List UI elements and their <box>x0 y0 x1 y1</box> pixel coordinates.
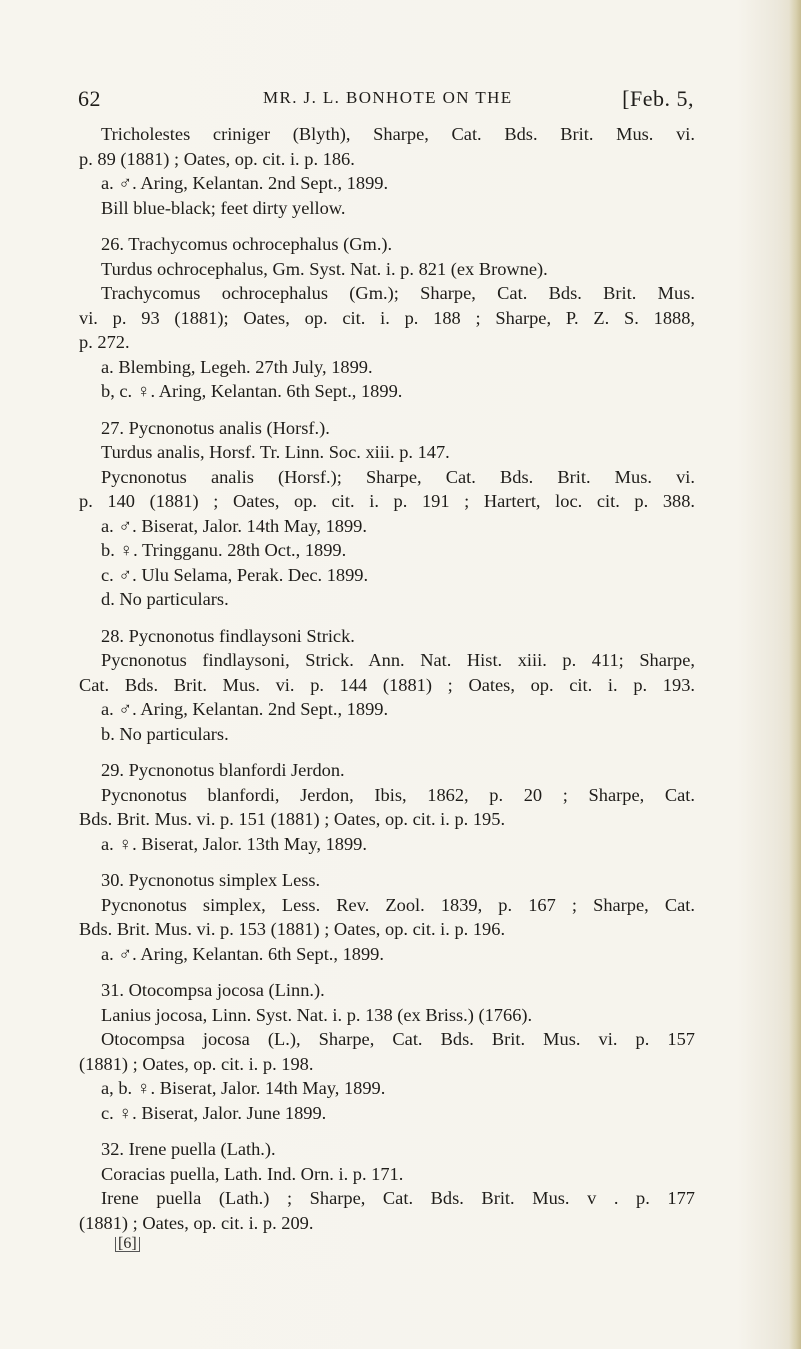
text-line: p. 140 (1881) ; Oates, op. cit. i. p. 191 ; Hartert, loc. cit. p. 388. <box>79 491 695 511</box>
text-line: a. ♀. Biserat, Jalor. 13th May, 1899. <box>101 833 367 854</box>
species-heading: 31. Otocompsa jocosa (Linn.). <box>101 980 325 1000</box>
species-heading: 29. Pycnonotus blanfordi Jerdon. <box>101 760 345 780</box>
species-heading: 30. Pycnonotus simplex Less. <box>101 870 321 890</box>
text-line: Pycnonotus analis (Horsf.); Sharpe, Cat. Bds. Brit. Mus. vi. <box>101 466 695 487</box>
text-line: Irene puella (Lath.) ; Sharpe, Cat. Bds. Brit. Mus. v . p. 177 <box>101 1188 695 1208</box>
text-line: Pycnonotus blanfordi, Jerdon, Ibis, 1862, p. 20 ; Sharpe, Cat. <box>101 784 695 805</box>
paragraph-gap <box>79 966 695 978</box>
text-line: vi. p. 93 (1881); Oates, op. cit. i. p. 188 ; Sharpe, P. Z. S. 1888, <box>79 307 695 328</box>
text-line: d. No particulars. <box>101 589 229 609</box>
page-edge-shadow <box>789 0 801 1349</box>
text-line: b. No particulars. <box>101 723 229 744</box>
text-line: Bill blue-black; feet dirty yellow. <box>101 197 346 218</box>
text-line: Otocompsa jocosa (L.), Sharpe, Cat. Bds. Brit. Mus. vi. p. 157 <box>101 1029 695 1049</box>
text-line: Bds. Brit. Mus. vi. p. 153 (1881) ; Oates, op. cit. i. p. 196. <box>79 919 506 939</box>
text-line: Trachycomus ochrocephalus (Gm.); Sharpe, Cat. Bds. Brit. Mus. <box>101 283 695 303</box>
text-line: p. 272. <box>79 332 130 352</box>
running-title: MR. J. L. BONHOTE ON THE <box>263 88 513 107</box>
text-line: Turdus ochrocephalus, Gm. Syst. Nat. i. p. 821 (ex Browne). <box>101 258 548 279</box>
signature-mark: [6] <box>115 1237 140 1252</box>
text-line: c. ♀. Biserat, Jalor. June 1899. <box>101 1102 327 1123</box>
paragraph-gap <box>79 220 695 232</box>
species-heading: 28. Pycnonotus findlaysoni Strick. <box>101 625 355 646</box>
text-line: b, c. ♀. Aring, Kelantan. 6th Sept., 1899. <box>101 381 403 401</box>
text-line: Coracias puella, Lath. Ind. Orn. i. p. 171. <box>101 1163 404 1184</box>
species-heading: 26. Trachycomus ochrocephalus (Gm.). <box>101 234 393 254</box>
paragraph-gap <box>79 746 695 758</box>
text-line: a. ♂. Aring, Kelantan. 2nd Sept., 1899. <box>101 173 389 193</box>
text-line: a. ♂. Aring, Kelantan. 2nd Sept., 1899. <box>101 699 389 719</box>
header-date: [Feb. 5, <box>622 86 694 111</box>
text-line: a. ♂. Aring, Kelantan. 6th Sept., 1899. <box>101 943 384 964</box>
body-text <box>79 122 695 1235</box>
text-line: p. 89 (1881) ; Oates, op. cit. i. p. 186. <box>79 148 355 169</box>
page-number: 62 <box>78 86 101 111</box>
species-heading: 32. Irene puella (Lath.). <box>101 1139 276 1159</box>
text-line: c. ♂. Ulu Selama, Perak. Dec. 1899. <box>101 564 369 585</box>
paragraph-gap <box>79 404 695 416</box>
text-line: b. ♀. Tringganu. 28th Oct., 1899. <box>101 540 347 560</box>
text-line: Cat. Bds. Brit. Mus. vi. p. 144 (1881) ; Oates, op. cit. i. p. 193. <box>79 674 695 695</box>
paragraph-gap <box>79 856 695 868</box>
paragraph-gap <box>79 612 695 624</box>
text-line: Pycnonotus findlaysoni, Strick. Ann. Nat. Hist. xiii. p. 411; Sharpe, <box>101 650 695 670</box>
text-line: a. ♂. Biserat, Jalor. 14th May, 1899. <box>101 515 367 536</box>
text-line: a. Blembing, Legeh. 27th July, 1899. <box>101 356 373 377</box>
paragraph-gap <box>79 1125 695 1137</box>
species-heading: 27. Pycnonotus analis (Horsf.). <box>101 417 330 438</box>
text-line: a, b. ♀. Biserat, Jalor. 14th May, 1899. <box>101 1078 386 1098</box>
page-header <box>78 86 694 114</box>
text-line: Tricholestes criniger (Blyth), Sharpe, Cat. Bds. Brit. Mus. vi. <box>101 124 695 144</box>
text-line: (1881) ; Oates, op. cit. i. p. 209. <box>79 1212 314 1233</box>
text-line: (1881) ; Oates, op. cit. i. p. 198. <box>79 1053 314 1074</box>
text-line: Lanius jocosa, Linn. Syst. Nat. i. p. 138 (ex Briss.) (1766). <box>101 1004 533 1025</box>
text-line: Pycnonotus simplex, Less. Rev. Zool. 1839, p. 167 ; Sharpe, Cat. <box>101 894 695 915</box>
text-line: Turdus analis, Horsf. Tr. Linn. Soc. xiii. p. 147. <box>101 442 450 462</box>
text-line: Bds. Brit. Mus. vi. p. 151 (1881) ; Oates, op. cit. i. p. 195. <box>79 809 506 829</box>
